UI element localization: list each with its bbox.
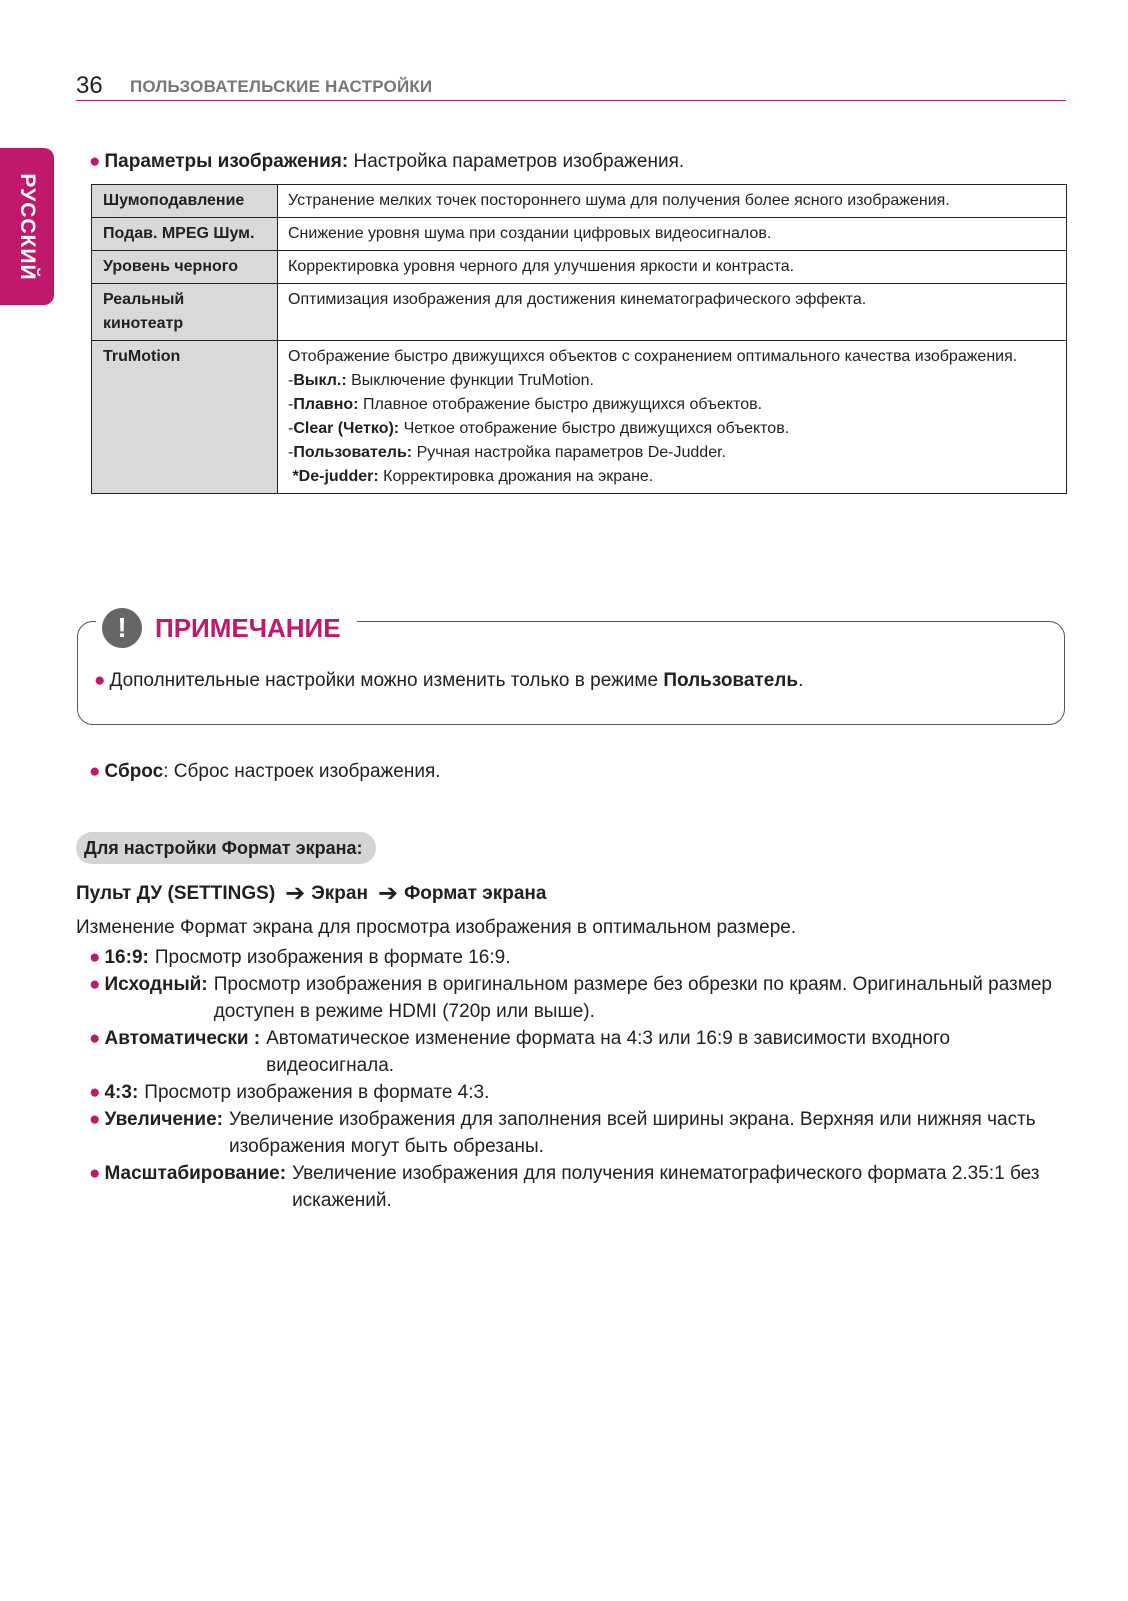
setting-name: Подав. MPEG Шум. — [92, 218, 278, 251]
bullet-icon: ● — [89, 974, 101, 995]
reset-item — [89, 761, 441, 783]
language-tab-label: РУССКИЙ — [16, 172, 39, 281]
description-line — [288, 417, 1058, 441]
bullet-icon: ● — [94, 670, 106, 691]
note-text-bold: Пользователь — [663, 670, 799, 691]
setting-description — [278, 341, 1067, 494]
section-title: ПОЛЬЗОВАТЕЛЬСКИЕ НАСТРОЙКИ — [130, 77, 433, 96]
bullet-icon: ● — [89, 1028, 101, 1049]
option-text: Корректировка уровня черного для улучшения яркости и контраста. — [288, 258, 795, 275]
screen-format-heading: Для настройки Формат экрана: — [76, 832, 376, 864]
setting-description — [278, 284, 1067, 341]
list-item — [89, 1160, 1069, 1214]
screen-format-description: Изменение Формат экрана для просмотра изображения в оптимальном размере. — [76, 917, 797, 938]
page-number: 36 — [76, 72, 103, 99]
menu-path — [76, 882, 546, 906]
format-description: Автоматическое изменение формата на 4:3 или 16:9 в зависимости входного видеосигнала. — [266, 1028, 951, 1076]
menu-path-step-format: Формат экрана — [404, 883, 547, 904]
format-label — [89, 1079, 144, 1106]
option-text: Четкое отображение быстро движущихся объектов. — [399, 420, 790, 437]
option-text: Выключение функции TruMotion. — [346, 372, 594, 389]
arrow-right-icon: ➔ — [285, 880, 306, 907]
page-header — [76, 72, 1066, 101]
format-name: Увеличение: — [104, 1109, 223, 1130]
screen-format-list — [89, 944, 1069, 1214]
bullet-icon: ● — [89, 1109, 101, 1130]
list-item — [89, 944, 1069, 971]
table-row — [92, 341, 1067, 494]
bullet-icon: ● — [89, 1163, 101, 1184]
format-name: 16:9: — [104, 947, 149, 968]
line-prefix: - — [288, 420, 294, 437]
table-row — [92, 251, 1067, 284]
description-line — [288, 465, 1058, 489]
option-text: Устранение мелких точек постороннего шума для получения более ясного изображения. — [288, 192, 950, 209]
description-line — [288, 189, 1058, 213]
format-label — [89, 944, 155, 971]
format-name: Автоматически : — [104, 1028, 261, 1049]
setting-description — [278, 218, 1067, 251]
picture-settings-intro — [89, 151, 684, 173]
arrow-right-icon: ➔ — [377, 880, 399, 907]
description-line — [288, 441, 1058, 465]
bullet-icon: ● — [89, 151, 101, 172]
option-label: Пользователь: — [293, 444, 413, 461]
option-text: Оптимизация изображения для достижения кинематографического эффекта. — [288, 291, 867, 308]
description-line — [288, 222, 1058, 246]
reset-text: : Сброс настроек изображения. — [163, 761, 441, 782]
format-name: 4:3: — [104, 1082, 139, 1103]
format-label — [89, 1025, 266, 1079]
description-line — [288, 288, 1058, 312]
table-row — [92, 218, 1067, 251]
format-description: Просмотр изображения в оригинальном размере без обрезки по краям. Оригинальный размер доступен в режиме HDMI (720p или выше). — [213, 974, 1052, 1022]
note-title: ПРИМЕЧАНИЕ — [155, 612, 341, 643]
list-item — [89, 1106, 1069, 1160]
description-line — [288, 255, 1058, 279]
option-label: Clear (Четко): — [293, 420, 400, 437]
setting-description — [278, 251, 1067, 284]
option-text: Корректировка дрожания на экране. — [378, 468, 654, 485]
reset-label: Сброс — [104, 761, 164, 782]
table-row — [92, 284, 1067, 341]
line-prefix: - — [288, 444, 294, 461]
option-text: Снижение уровня шума при создании цифровых видеосигналов. — [288, 225, 772, 242]
menu-path-step-screen: Экран — [311, 883, 368, 904]
option-label: Плавно: — [293, 396, 359, 413]
exclamation-icon: ! — [102, 608, 142, 648]
table-row — [92, 185, 1067, 218]
note-text — [94, 670, 803, 692]
intro-text: Настройка параметров изображения. — [348, 151, 685, 172]
list-item — [89, 1025, 1069, 1079]
menu-path-step-remote: Пульт ДУ (SETTINGS) — [76, 883, 276, 904]
format-label — [89, 971, 214, 1025]
setting-name: Шумоподавление — [92, 185, 278, 218]
setting-name: Реальный кинотеатр — [92, 284, 278, 341]
line-prefix: - — [288, 396, 294, 413]
option-text: Ручная настройка параметров De-Judder. — [412, 444, 726, 461]
format-label — [89, 1106, 229, 1160]
option-label: Выкл.: — [293, 372, 347, 389]
format-description: Увеличение изображения для получения кинематографического формата 2.35:1 без искажений. — [292, 1163, 1040, 1211]
line-prefix: - — [288, 372, 294, 389]
format-description: Просмотр изображения в формате 4:3. — [144, 1082, 490, 1103]
picture-settings-table — [91, 184, 1067, 494]
option-text: Отображение быстро движущихся объектов с сохранением оптимального качества изображения. — [288, 348, 1018, 365]
note-header — [96, 608, 357, 648]
bullet-icon: ● — [89, 761, 101, 782]
list-item — [89, 971, 1069, 1025]
format-name: Исходный: — [104, 974, 208, 995]
bullet-icon: ● — [89, 947, 101, 968]
format-label — [89, 1160, 292, 1214]
format-name: Масштабирование: — [104, 1163, 287, 1184]
language-tab — [0, 148, 54, 305]
format-description: Просмотр изображения в формате 16:9. — [154, 947, 511, 968]
description-line — [288, 369, 1058, 393]
bullet-icon: ● — [89, 1082, 101, 1103]
setting-name: TruMotion — [92, 341, 278, 494]
option-label: *De-judder: — [292, 468, 379, 485]
setting-name: Уровень черного — [92, 251, 278, 284]
note-box — [77, 612, 1065, 725]
option-text: Плавное отображение быстро движущихся объектов. — [358, 396, 763, 413]
note-text-end: . — [798, 670, 804, 691]
setting-description — [278, 185, 1067, 218]
description-line — [288, 393, 1058, 417]
format-description: Увеличение изображения для заполнения всей ширины экрана. Верхняя или нижняя часть изображения могут быть обрезаны. — [228, 1109, 1036, 1157]
intro-label: Параметры изображения: — [104, 151, 349, 172]
description-line — [288, 345, 1058, 369]
note-text-body: Дополнительные настройки можно изменить только в режиме — [109, 670, 664, 691]
list-item — [89, 1079, 1069, 1106]
